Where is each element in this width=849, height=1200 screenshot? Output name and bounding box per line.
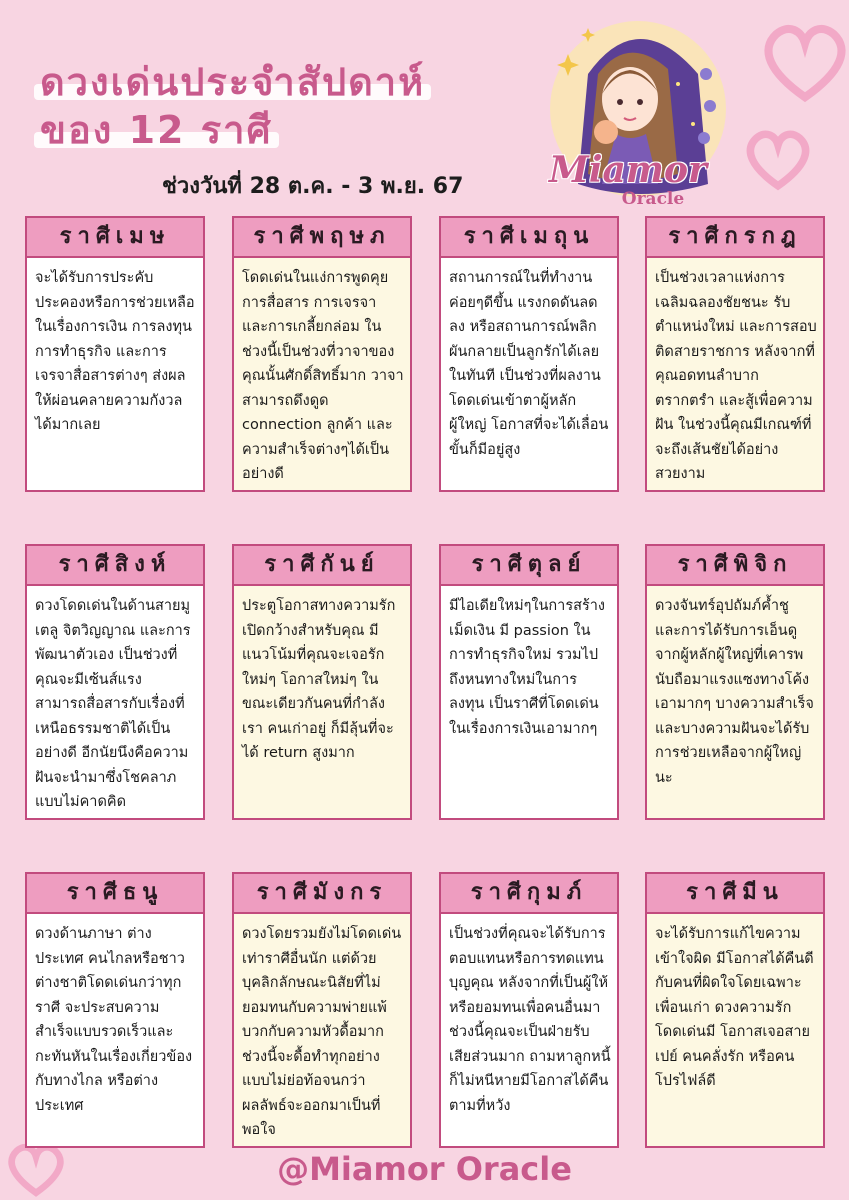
zodiac-card-title: ราศีกันย์ bbox=[232, 544, 412, 586]
zodiac-card-title: ราศีสิงห์ bbox=[25, 544, 205, 586]
zodiac-card-text: จะได้รับการแก้ไขความเข้าใจผิด มีโอกาสได้คืนดีกับคนที่ผิดใจโดยเฉพาะเพื่อนเก่า ดวงความรักโดดเด่นมี โอกาสเจอสายเปย์ คนคลั่งรัก หรือคนโปรไฟล์ดี bbox=[645, 912, 825, 1148]
zodiac-card-title: ราศีพฤษภ bbox=[232, 216, 412, 258]
zodiac-card-text: เป็นช่วงเวลาแห่งการเฉลิมฉลองชัยชนะ รับตำแหน่งใหม่ และการสอบติดสายราชการ หลังจากที่คุณอดทนลำบากตรากตรำ และสู้เพื่อความฝัน ในช่วงนี้คุณมีเกณฑ์ที่จะถึงเส้นชัยได้อย่างสวยงาม bbox=[645, 256, 825, 492]
page-title bbox=[40, 58, 425, 154]
heart-icon bbox=[744, 126, 812, 194]
zodiac-card-title: ราศีพิจิก bbox=[645, 544, 825, 586]
zodiac-card-text: ดวงโดยรวมยังไม่โดดเด่นเท่าราศีอื่นนัก แต่ด้วยบุคลิกลักษณะนิสัยที่ไม่ยอมทนกับความพ่ายแพ้ บวกกับความหัวดื้อมาก ช่วงนี้จะดื้อทำทุกอย่างแบบไม่ย่อท้อจนกว่าผลลัพธ์จะออกมาเป็นที่พอใจ bbox=[232, 912, 412, 1148]
zodiac-card-title: ราศีเมถุน bbox=[439, 216, 619, 258]
zodiac-card-title: ราศีมังกร bbox=[232, 872, 412, 914]
zodiac-card-text: มีไอเดียใหม่ๆในการสร้างเม็ดเงิน มี passion ในการทำธุรกิจใหม่ รวมไปถึงหนทางใหม่ในการลงทุน เป็นราศีที่โดดเด่นในเรื่องการเงินเอามากๆ bbox=[439, 584, 619, 820]
brand-logo-sub: Oracle bbox=[621, 189, 685, 209]
zodiac-card-text: ดวงโดดเด่นในด้านสายมูเตลู จิตวิญญาณ และการพัฒนาตัวเอง เป็นช่วงที่คุณจะมีเซ้นส์แรง สามารถสื่อสารกับเรื่องที่เหนือธรรมชาติได้เป็นอย่างดี อีกนัยนึงคือความฝันจะนำมาซึ่งโชคลาภแบบไม่คาดคิด bbox=[25, 584, 205, 820]
zodiac-card-text: จะได้รับการประคับประคองหรือการช่วยเหลือในเรื่องการเงิน การลงทุน การทำธุรกิจ และการเจรจาสื่อสารต่างๆ ส่งผลให้ผ่อนคลายความกังวลได้มากเลย bbox=[25, 256, 205, 492]
title-line-2: ของ 12 ราศี bbox=[40, 108, 273, 152]
zodiac-card-text: เป็นช่วงที่คุณจะได้รับการตอบแทนหรือการทดแทนบุญคุณ หลังจากที่เป็นผู้ให้หรือยอมทนเพื่อคนอื่นมา ช่วงนี้คุณจะเป็นฝ่ายรับเสียส่วนมาก ถามหาลูกหนี้ก็ไม่หนีหายมีโอกาสได้คืนตามที่หวัง bbox=[439, 912, 619, 1148]
zodiac-card-text: ดวงจันทร์อุปถัมภ์ค้ำชู และการได้รับการเอ็นดูจากผู้หลักผู้ใหญ่ที่เคารพนับถือมาแรงแซงทางโค้งเอามากๆ บางความสำเร็จและบางความฝันจะได้รับการช่วยเหลือจากผู้ใหญ่นะ bbox=[645, 584, 825, 820]
zodiac-card-text: ประตูโอกาสทางความรักเปิดกว้างสำหรับคุณ มีแนวโน้มที่คุณจะเจอรักใหม่ๆ โอกาสใหม่ๆ ในขณะเดียวกันคนที่กำลังเรา คนเก่าอยู่ ก็มีลุ้นที่จะได้ return สูงมาก bbox=[232, 584, 412, 820]
zodiac-card-title: ราศีธนู bbox=[25, 872, 205, 914]
date-range: ช่วงวันที่ 28 ต.ค. - 3 พ.ย. 67 bbox=[162, 174, 464, 199]
zodiac-card-text: โดดเด่นในแง่การพูดคุย การสื่อสาร การเจรจา และการเกลี้ยกล่อม ในช่วงนี้เป็นช่วงที่วาจาของคุณนั้นศักดิ์สิทธิ์มาก วาจาสามารถดึงดูด connection ลูกค้า และความสำเร็จต่างๆได้เป็นอย่างดี bbox=[232, 256, 412, 492]
zodiac-card-title: ราศีตุลย์ bbox=[439, 544, 619, 586]
zodiac-card-title: ราศีกุมภ์ bbox=[439, 872, 619, 914]
zodiac-card-title: ราศีกรกฎ bbox=[645, 216, 825, 258]
zodiac-card-title: ราศีเมษ bbox=[25, 216, 205, 258]
heart-icon bbox=[760, 18, 849, 108]
title-line-1: ดวงเด่นประจำสัปดาห์ bbox=[40, 60, 426, 104]
brand-logo bbox=[548, 150, 708, 208]
footer-handle: @Miamor Oracle bbox=[277, 1150, 572, 1188]
zodiac-card-text: ดวงด้านภาษา ต่างประเทศ คนไกลหรือชาวต่างชาติโดดเด่นกว่าทุกราศี จะประสบความสำเร็จแบบรวดเร็วและกะทันหันในเรื่องเกี่ยวข้องกับทางไกล หรือต่างประเทศ bbox=[25, 912, 205, 1148]
zodiac-card-title: ราศีมีน bbox=[645, 872, 825, 914]
brand-logo-name: Miamor bbox=[549, 149, 707, 191]
zodiac-card-text: สถานการณ์ในที่ทำงานค่อยๆดีขึ้น แรงกดดันลดลง หรือสถานการณ์พลิกผันกลายเป็นลูกรักได้เลยในทันที เป็นช่วงที่ผลงานโดดเด่นเข้าตาผู้หลักผู้ใหญ่ โอกาสที่จะได้เลื่อนขั้นก็มีอยู่สูง bbox=[439, 256, 619, 492]
